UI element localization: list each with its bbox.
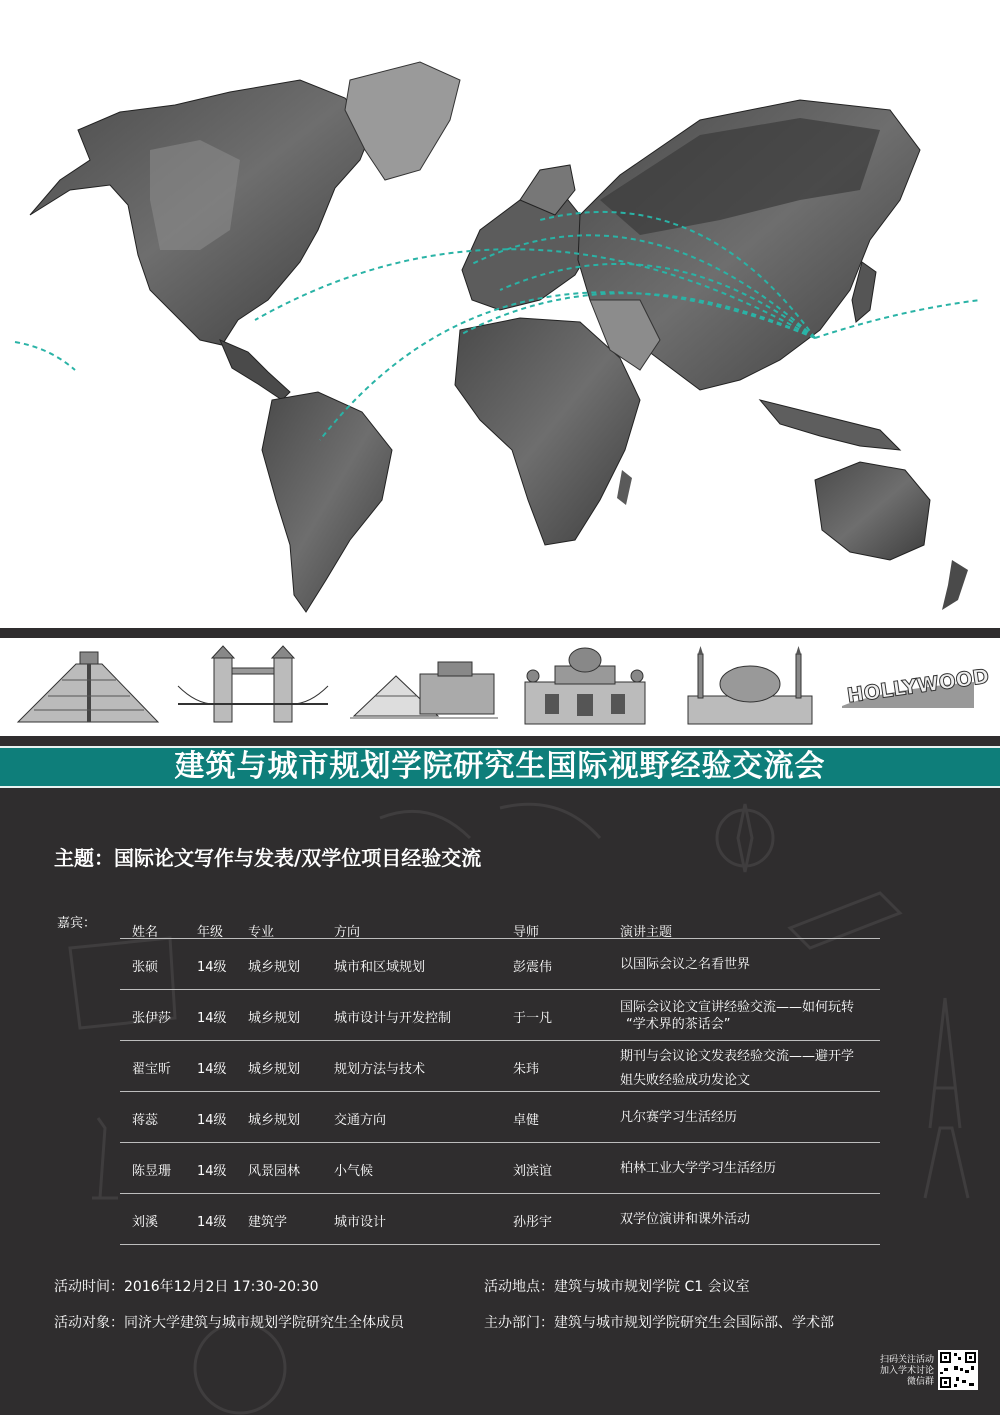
guest-tutor: 彭震伟 (513, 960, 553, 975)
guest-major: 城乡规划 (248, 960, 301, 975)
madagascar-landmass (617, 470, 632, 505)
eiffel-tower-doodle-icon (925, 998, 968, 1198)
header-name: 姓名 (132, 925, 159, 940)
guest-name: 张伊莎 (132, 1011, 172, 1026)
guest-topic (620, 1160, 885, 1177)
header-tutor: 导师 (513, 925, 540, 940)
guest-topic (620, 956, 885, 973)
guest-direction: 城市和区域规划 (334, 960, 426, 975)
qr-code-icon[interactable] (938, 1350, 978, 1390)
topic-line: 双学位演讲和课外活动 (620, 1212, 751, 1227)
table-header-row (120, 916, 880, 939)
route-china-to-pacific (815, 300, 980, 338)
australia-landmass (815, 462, 930, 560)
guest-tutor: 朱玮 (513, 1062, 540, 1077)
guest-tutor: 卓健 (513, 1113, 540, 1128)
landmark-strip (0, 638, 1000, 736)
hollywood-sign-icon (842, 660, 991, 708)
guest-name: 刘溪 (132, 1215, 159, 1230)
guest-grade: 14级 (197, 1062, 227, 1077)
southeast-asia-islands (760, 400, 900, 450)
world-map-graphic (0, 0, 1000, 628)
central-america-landmass (220, 340, 290, 400)
guest-major: 城乡规划 (248, 1062, 301, 1077)
topic-line: 国际会议论文宣讲经验交流——如何玩转 (620, 1000, 855, 1015)
world-map (0, 0, 1000, 628)
guest-major: 风景园林 (248, 1164, 301, 1179)
guest-grade: 14级 (197, 1011, 227, 1026)
topic-line: “学术界的茶话会” (626, 1017, 731, 1032)
title-banner (0, 736, 1000, 798)
chichen-itza-pyramid-icon (14, 646, 162, 728)
guest-name: 陈昱珊 (132, 1164, 172, 1179)
header-direction: 方向 (334, 925, 361, 940)
table-row (120, 1143, 880, 1194)
guest-direction: 城市设计与开发控制 (334, 1011, 452, 1026)
event-organizer: 主办部门：建筑与城市规划学院研究生会国际部、学术部 (484, 1315, 834, 1331)
header-grade: 年级 (197, 925, 224, 940)
tower-bridge-icon (178, 646, 328, 728)
guest-grade: 14级 (197, 960, 227, 975)
chalkboard-body (0, 798, 1000, 1415)
new-zealand-landmass (942, 560, 968, 610)
guest-major: 建筑学 (248, 1215, 288, 1230)
top-dark-band (0, 628, 1000, 638)
guest-name: 张硕 (132, 960, 159, 975)
greenland-landmass (345, 62, 460, 180)
event-audience: 活动对象：同济大学建筑与城市规划学院研究生全体成员 (54, 1315, 404, 1331)
table-row (120, 1041, 880, 1092)
compass-doodle-icon (717, 810, 773, 866)
theme-heading: 主题：国际论文写作与发表/双学位项目经验交流 (54, 846, 482, 870)
europe-landmass (462, 190, 590, 310)
south-america-landmass (262, 392, 392, 612)
table-row (120, 990, 880, 1041)
statue-of-liberty-doodle-icon (92, 1118, 118, 1198)
guest-table (120, 916, 880, 1245)
topic-line: 姐失败经验成功发论文 (620, 1073, 751, 1088)
guest-name: 蒋蕊 (132, 1113, 159, 1128)
hagia-sophia-icon (684, 646, 816, 728)
event-time: 活动时间：2016年12月2日 17:30-20:30 (54, 1279, 319, 1295)
guest-tutor: 于一凡 (513, 1011, 553, 1026)
louvre-pyramid-icon (350, 646, 498, 728)
guest-tutor: 刘滨谊 (513, 1164, 553, 1179)
guest-grade: 14级 (197, 1164, 227, 1179)
topic-line: 期刊与会议论文发表经验交流——避开学 (620, 1049, 855, 1064)
guests-label: 嘉宾： (57, 916, 97, 931)
topic-line: 凡尔赛学习生活经历 (620, 1110, 738, 1125)
guest-direction: 规划方法与技术 (334, 1062, 426, 1077)
guest-tutor: 孙彤宇 (513, 1215, 553, 1230)
title-bar (0, 746, 1000, 788)
guest-name: 翟宝昕 (132, 1062, 172, 1077)
guest-topic (620, 999, 885, 1033)
topic-line: 柏林工业大学学习生活经历 (620, 1161, 777, 1176)
guest-direction: 交通方向 (334, 1113, 387, 1128)
route-pacific-west (15, 342, 75, 370)
guest-direction: 城市设计 (334, 1215, 387, 1230)
poster-title: 建筑与城市规划学院研究生国际视野经验交流会 (174, 749, 826, 784)
table-row (120, 939, 880, 990)
guest-grade: 14级 (197, 1113, 227, 1128)
hollywood-sign-text: HOLLYWOOD (845, 663, 991, 708)
qr-caption: 扫码关注活动加入学术讨论微信群 (879, 1355, 934, 1387)
topic-line: 以国际会议之名看世界 (620, 957, 751, 972)
golden-temple-icon (515, 646, 655, 728)
globe-doodle-icon (195, 1323, 285, 1413)
header-topic: 演讲主题 (620, 925, 673, 940)
table-row (120, 1092, 880, 1143)
event-place: 活动地点：建筑与城市规划学院 C1 会议室 (484, 1279, 750, 1295)
guest-direction: 小气候 (334, 1164, 374, 1179)
guest-major: 城乡规划 (248, 1011, 301, 1026)
guest-topic (620, 1045, 885, 1093)
guest-topic (620, 1109, 885, 1126)
guest-grade: 14级 (197, 1215, 227, 1230)
table-row (120, 1194, 880, 1245)
guest-major: 城乡规划 (248, 1113, 301, 1128)
header-major: 专业 (248, 925, 275, 940)
guest-topic (620, 1211, 885, 1228)
